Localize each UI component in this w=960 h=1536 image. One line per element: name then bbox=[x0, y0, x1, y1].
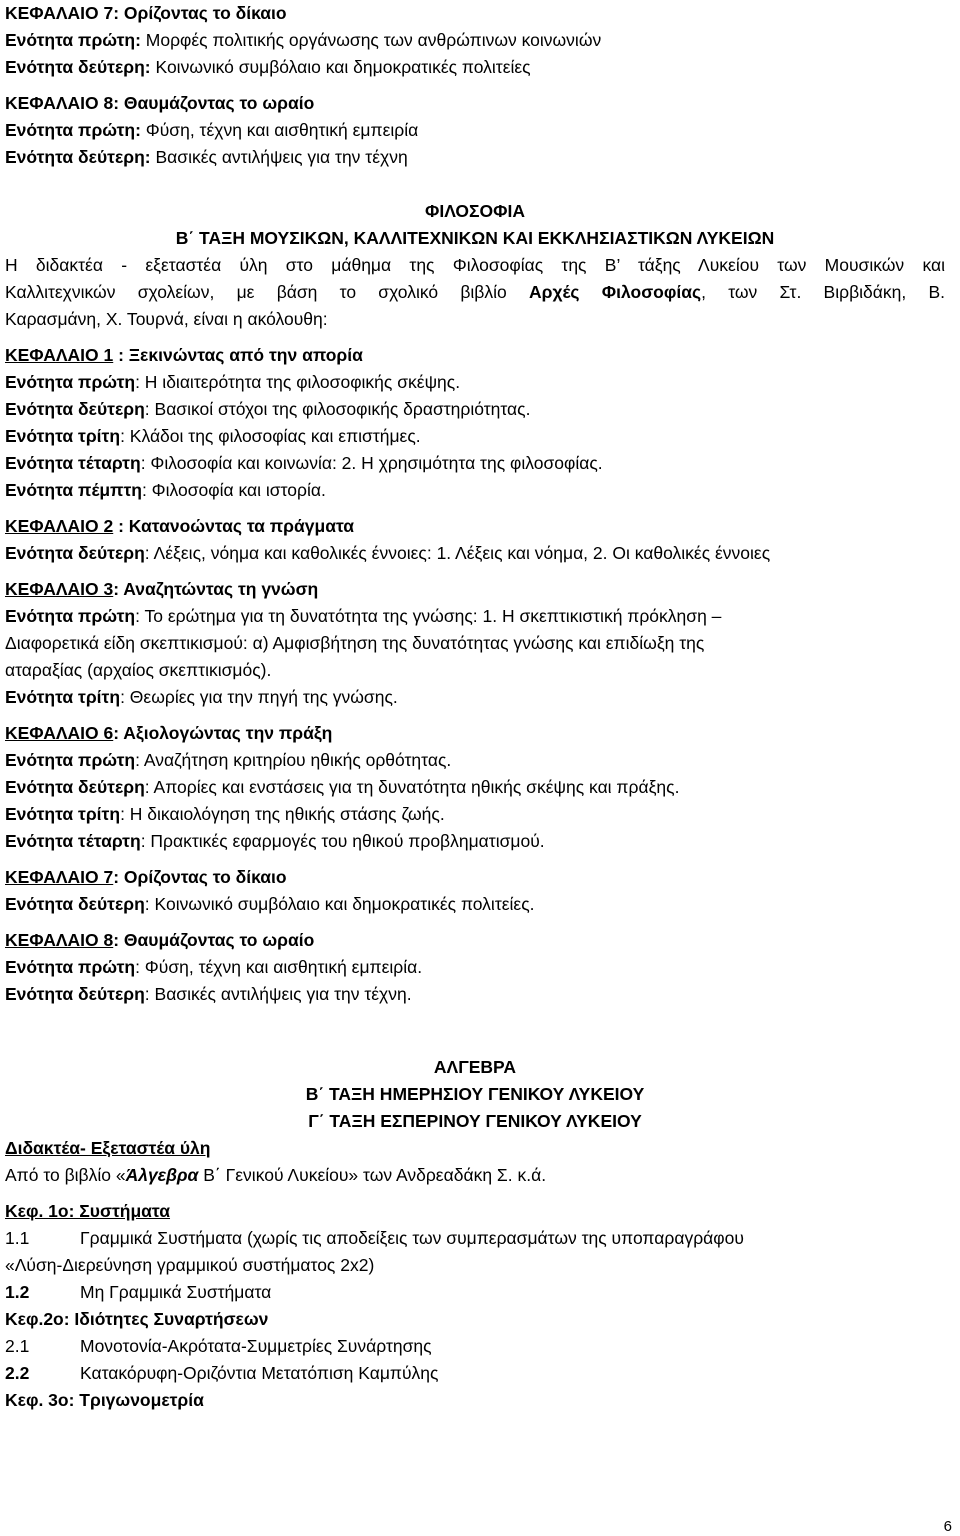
unit-label: Ενότητα δεύτερη: bbox=[5, 57, 151, 77]
unit-label: Ενότητα δεύτερη bbox=[5, 777, 145, 797]
unit-label: Ενότητα δεύτερη bbox=[5, 894, 145, 914]
spacer bbox=[5, 1189, 945, 1198]
chapter-label: ΚΕΦΑΛΑΙΟ 7 bbox=[5, 867, 114, 887]
book-text: Από το βιβλίο « bbox=[5, 1165, 126, 1185]
document-page bbox=[5, 0, 945, 1414]
spacer bbox=[5, 918, 945, 927]
unit-line bbox=[5, 828, 945, 855]
spacer bbox=[5, 855, 945, 864]
chapter-label: ΚΕΦΑΛΑΙΟ 8 bbox=[5, 930, 114, 950]
syllabus-heading: Διδακτέα- Εξεταστέα ύλη bbox=[5, 1138, 211, 1158]
unit-text: : Θεωρίες για την πηγή της γνώσης. bbox=[120, 687, 398, 707]
unit-line bbox=[5, 684, 945, 711]
chapter-title: : Θαυμάζοντας το ωραίο bbox=[113, 930, 315, 950]
unit-text: : Η δικαιολόγηση της ηθικής στάσης ζωής. bbox=[120, 804, 445, 824]
unit-label: Ενότητα πρώτη: bbox=[5, 30, 141, 50]
unit-text: : Φιλοσοφία και κοινωνία: 2. Η χρησιμότητα της φιλοσοφίας. bbox=[140, 453, 603, 473]
spacer bbox=[5, 567, 945, 576]
unit-continuation: αταραξίας (αρχαίος σκεπτικισμός). bbox=[5, 660, 272, 680]
chapter-1-heading bbox=[5, 342, 945, 369]
spacer bbox=[5, 81, 945, 90]
chapter-label: ΚΕΦΑΛΑΙΟ 1 bbox=[5, 345, 114, 365]
chapter-3-heading bbox=[5, 576, 945, 603]
philosophy-subtitle: Β΄ ΤΑΞΗ ΜΟΥΣΙΚΩΝ, ΚΑΛΛΙΤΕΧΝΙΚΩΝ ΚΑΙ ΕΚΚΛΗΣΙΑΣΤΙΚΩΝ ΛΥΚΕΙΩΝ bbox=[175, 228, 775, 248]
unit-label: Ενότητα δεύτερη bbox=[5, 399, 145, 419]
unit-text: : Βασικοί στόχοι της φιλοσοφικής δραστηριότητας. bbox=[144, 399, 531, 419]
intro-text: , των Στ. Βιρβιδάκη, Β. bbox=[701, 282, 945, 302]
chapter-title: : Κατανοώντας τα πράγματα bbox=[113, 516, 355, 536]
unit-continuation: Διαφορετικά είδη σκεπτικισμού: α) Αμφισβήτηση της δυνατότητας γνώσης και επιδίωξη της bbox=[5, 633, 705, 653]
unit-text: Μορφές πολιτικής οργάνωσης των ανθρώπινων κοινωνιών bbox=[140, 30, 602, 50]
item-text: Μη Γραμμικά Συστήματα bbox=[80, 1282, 272, 1302]
spacer bbox=[5, 1008, 945, 1054]
unit-text: : Βασικές αντιλήψεις για την τέχνη. bbox=[144, 984, 412, 1004]
unit-line bbox=[5, 981, 945, 1008]
chapter-title: : Αναζητώντας τη γνώση bbox=[113, 579, 319, 599]
chapter-6-heading bbox=[5, 720, 945, 747]
unit-label: Ενότητα τέταρτη bbox=[5, 453, 141, 473]
algebra-title: ΑΛΓΕΒΡΑ bbox=[433, 1057, 517, 1077]
unit-text: : Κοινωνικό συμβόλαιο και δημοκρατικές πολιτείες. bbox=[144, 894, 535, 914]
chapter-label: ΚΕΦΑΛΑΙΟ 6 bbox=[5, 723, 114, 743]
unit-text: : Το ερώτημα για τη δυνατότητα της γνώσης: 1. Η σκεπτικιστική πρόκληση – bbox=[135, 606, 722, 626]
unit-text: : Απορίες και ενστάσεις για τη δυνατότητα ηθικής σκέψης και πράξης. bbox=[144, 777, 680, 797]
book-title: Άλγεβρα bbox=[125, 1165, 199, 1185]
unit-line bbox=[5, 396, 945, 423]
unit-line bbox=[5, 54, 945, 81]
unit-label: Ενότητα τρίτη bbox=[5, 687, 121, 707]
algebra-subtitle: Β΄ ΤΑΞΗ ΗΜΕΡΗΣΙΟΥ ΓΕΝΙΚΟΥ ΛΥΚΕΙΟΥ bbox=[305, 1084, 645, 1104]
chapter-label: ΚΕΦΑΛΑΙΟ 3 bbox=[5, 579, 114, 599]
unit-label: Ενότητα δεύτερη bbox=[5, 984, 145, 1004]
book-title: Αρχές Φιλοσοφίας bbox=[529, 282, 702, 302]
spacer bbox=[5, 711, 945, 720]
unit-text: : Η ιδιαιτερότητα της φιλοσοφικής σκέψης. bbox=[135, 372, 461, 392]
unit-label: Ενότητα τρίτη bbox=[5, 426, 121, 446]
spacer bbox=[5, 504, 945, 513]
algebra-chapter-2-heading: Κεφ.2ο: Ιδιότητες Συναρτήσεων bbox=[5, 1309, 269, 1329]
syllabus-item bbox=[5, 1225, 945, 1252]
book-text: Β΄ Γενικού Λυκείου» των Ανδρεαδάκη Σ. κ.ά. bbox=[198, 1165, 547, 1185]
chapter-7-heading bbox=[5, 864, 945, 891]
unit-label: Ενότητα πέμπτη bbox=[5, 480, 142, 500]
item-continuation: «Λύση-Διερεύνηση γραμμικού συστήματος 2x2) bbox=[5, 1255, 375, 1275]
unit-text: : Κλάδοι της φιλοσοφίας και επιστήμες. bbox=[120, 426, 421, 446]
unit-label: Ενότητα τέταρτη bbox=[5, 831, 141, 851]
syllabus-item bbox=[5, 1360, 945, 1387]
unit-line bbox=[5, 774, 945, 801]
chapter-8-heading bbox=[5, 927, 945, 954]
unit-text: : Λέξεις, νόημα και καθολικές έννοιες: 1. Λέξεις και νόημα, 2. Οι καθολικές έννοιες bbox=[144, 543, 771, 563]
item-number: 1.2 bbox=[5, 1282, 30, 1302]
item-number: 2.1 bbox=[5, 1336, 30, 1356]
unit-label: Ενότητα δεύτερη bbox=[5, 543, 145, 563]
unit-text: : Φιλοσοφία και ιστορία. bbox=[141, 480, 326, 500]
unit-line bbox=[5, 801, 945, 828]
unit-label: Ενότητα πρώτη bbox=[5, 606, 136, 626]
item-number: 2.2 bbox=[5, 1363, 30, 1383]
unit-line bbox=[5, 117, 945, 144]
unit-text: Κοινωνικό συμβόλαιο και δημοκρατικές πολιτείες bbox=[150, 57, 531, 77]
unit-line bbox=[5, 747, 945, 774]
chapter-title: : Ορίζοντας το δίκαιο bbox=[113, 867, 287, 887]
chapter-8-heading: ΚΕΦΑΛΑΙΟ 8: Θαυμάζοντας το ωραίο bbox=[5, 93, 315, 113]
unit-line bbox=[5, 450, 945, 477]
unit-line bbox=[5, 423, 945, 450]
unit-text: Βασικές αντιλήψεις για την τέχνη bbox=[150, 147, 408, 167]
unit-line bbox=[5, 891, 945, 918]
chapter-label: ΚΕΦΑΛΑΙΟ 2 bbox=[5, 516, 114, 536]
intro-text: Καλλιτεχνικών σχολείων, με βάση το σχολικό βιβλίο bbox=[5, 282, 529, 302]
intro-line bbox=[5, 279, 945, 306]
unit-label: Ενότητα πρώτη bbox=[5, 750, 136, 770]
unit-text: : Πρακτικές εφαρμογές του ηθικού προβληματισμού. bbox=[140, 831, 545, 851]
unit-line bbox=[5, 477, 945, 504]
unit-label: Ενότητα πρώτη bbox=[5, 372, 136, 392]
chapter-2-heading bbox=[5, 513, 945, 540]
algebra-subtitle: Γ΄ ΤΑΞΗ ΕΣΠΕΡΙΝΟΥ ΓΕΝΙΚΟΥ ΛΥΚΕΙΟΥ bbox=[308, 1111, 642, 1131]
item-text: Μονοτονία-Ακρότατα-Συμμετρίες Συνάρτησης bbox=[80, 1336, 432, 1356]
unit-line bbox=[5, 540, 945, 567]
item-text: Κατακόρυφη-Οριζόντια Μετατόπιση Καμπύλης bbox=[80, 1363, 439, 1383]
algebra-chapter-3-heading: Κεφ. 3ο: Τριγωνομετρία bbox=[5, 1390, 204, 1410]
chapter-title: : Αξιολογώντας την πράξη bbox=[113, 723, 333, 743]
philosophy-title: ΦΙΛΟΣΟΦΙΑ bbox=[424, 201, 526, 221]
syllabus-item bbox=[5, 1279, 945, 1306]
unit-line bbox=[5, 603, 945, 630]
unit-label: Ενότητα δεύτερη: bbox=[5, 147, 151, 167]
unit-text: Φύση, τέχνη και αισθητική εμπειρία bbox=[140, 120, 419, 140]
unit-label: Ενότητα τρίτη bbox=[5, 804, 121, 824]
unit-line bbox=[5, 144, 945, 171]
syllabus-item bbox=[5, 1333, 945, 1360]
unit-line bbox=[5, 369, 945, 396]
intro-line: Καρασμάνη, Χ. Τουρνά, είναι η ακόλουθη: bbox=[5, 309, 328, 329]
unit-label: Ενότητα πρώτη bbox=[5, 957, 136, 977]
unit-line bbox=[5, 954, 945, 981]
intro-line: Η διδακτέα - εξεταστέα ύλη στο μάθημα της Φιλοσοφίας της Β’ τάξης Λυκείου των Μουσικών και bbox=[5, 255, 945, 275]
unit-label: Ενότητα πρώτη: bbox=[5, 120, 141, 140]
unit-line bbox=[5, 27, 945, 54]
item-text: Γραμμικά Συστήματα (χωρίς τις αποδείξεις των συμπερασμάτων της υποπαραγράφου bbox=[80, 1228, 744, 1248]
chapter-title: : Ξεκινώντας από την απορία bbox=[113, 345, 363, 365]
spacer bbox=[5, 171, 945, 198]
book-reference bbox=[5, 1162, 945, 1189]
unit-text: : Αναζήτηση κριτηρίου ηθικής ορθότητας. bbox=[135, 750, 452, 770]
page-number: 6 bbox=[943, 1518, 952, 1535]
unit-text: : Φύση, τέχνη και αισθητική εμπειρία. bbox=[135, 957, 423, 977]
item-number: 1.1 bbox=[5, 1228, 30, 1248]
chapter-7-heading: ΚΕΦΑΛΑΙΟ 7: Ορίζοντας το δίκαιο bbox=[5, 3, 287, 23]
spacer bbox=[5, 333, 945, 342]
algebra-chapter-1-heading: Κεφ. 1ο: Συστήματα bbox=[5, 1201, 171, 1221]
